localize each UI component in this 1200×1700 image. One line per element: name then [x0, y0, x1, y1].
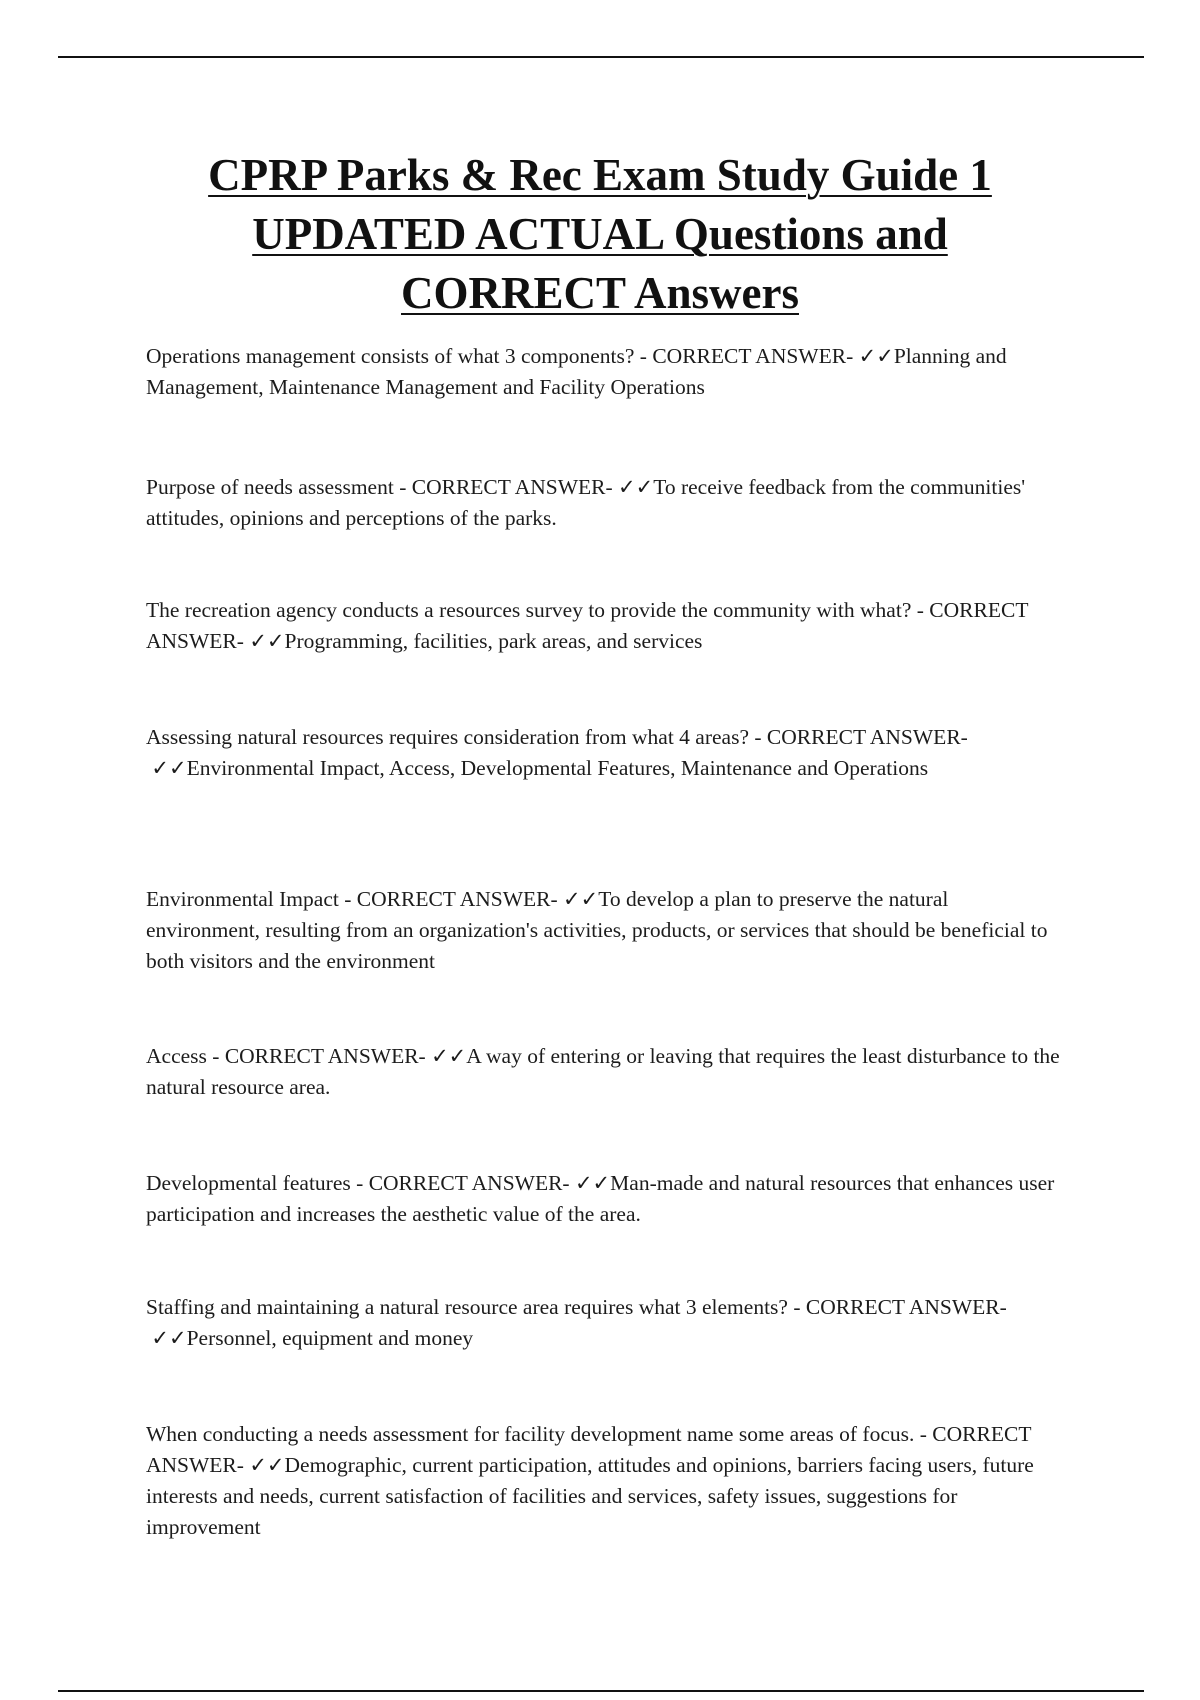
answer-text: To develop a plan to preserve the natural environment, resulting from an organization's activities, products, or services that should be beneficial to both visitors and the environment	[146, 887, 1048, 973]
question-text: Purpose of needs assessment	[146, 475, 394, 499]
question-text: When conducting a needs assessment for facility development name some areas of focus.	[146, 1422, 915, 1446]
question-text: Assessing natural resources requires consideration from what 4 areas?	[146, 725, 749, 749]
qa-item-4: Assessing natural resources requires consideration from what 4 areas? - CORRECT ANSWER- ✓✓Environmental Impact, Access, Developmental Features, Maintenance and Operations	[146, 725, 968, 780]
answer-label: CORRECT ANSWER-	[652, 344, 854, 368]
qa-item-7: Developmental features - CORRECT ANSWER- ✓✓Man-made and natural resources that enhances user participation and increases the aesthetic value of the area.	[146, 1171, 1055, 1226]
answer-label: CORRECT ANSWER-	[146, 1422, 1032, 1477]
bottom-rule	[58, 1690, 1144, 1692]
answer-label: CORRECT ANSWER-	[368, 1171, 570, 1195]
qa-item-1: Operations management consists of what 3 components? - CORRECT ANSWER- ✓✓Planning and Management, Maintenance Management and Facility Operations	[146, 344, 1007, 399]
qa-item-8: Staffing and maintaining a natural resource area requires what 3 elements? - CORRECT ANSWER- ✓✓Personnel, equipment and money	[146, 1295, 1007, 1350]
check-mark-icon: ✓✓	[431, 1044, 467, 1068]
answer-label: CORRECT ANSWER-	[411, 475, 613, 499]
answer-label: CORRECT ANSWER-	[146, 598, 1029, 653]
check-mark-icon: ✓✓	[249, 629, 285, 653]
top-rule	[58, 56, 1144, 58]
question-text: Operations management consists of what 3 components?	[146, 344, 635, 368]
qa-item-3: The recreation agency conducts a resources survey to provide the community with what? - CORRECT ANSWER- ✓✓Programming, facilities, park areas, and services	[146, 598, 1029, 653]
answer-label: CORRECT ANSWER-	[356, 887, 558, 911]
title-line-2: UPDATED ACTUAL Questions and	[252, 209, 948, 259]
check-mark-icon: ✓✓	[618, 475, 654, 499]
check-mark-icon: ✓✓	[151, 1326, 187, 1350]
question-text: Access	[146, 1044, 207, 1068]
question-text: The recreation agency conducts a resources survey to provide the community with what?	[146, 598, 912, 622]
question-text: Developmental features	[146, 1171, 351, 1195]
check-mark-icon: ✓✓	[151, 756, 187, 780]
answer-label: CORRECT ANSWER-	[224, 1044, 426, 1068]
check-mark-icon: ✓✓	[574, 1171, 611, 1195]
qa-item-2: Purpose of needs assessment - CORRECT ANSWER- ✓✓To receive feedback from the communities' attitudes, opinions and perceptions of the parks.	[146, 475, 1026, 530]
answer-text: To receive feedback from the communities' attitudes, opinions and perceptions of the parks.	[146, 475, 1026, 530]
answer-text: Personnel, equipment and money	[186, 1326, 474, 1350]
title-line-1: CPRP Parks & Rec Exam Study Guide 1	[208, 150, 992, 200]
qa-item-5: Environmental Impact - CORRECT ANSWER- ✓✓To develop a plan to preserve the natural environment, resulting from an organization's activities, products, or services that should be beneficial to both visitors and the environment	[146, 887, 1048, 973]
answer-text: Programming, facilities, park areas, and services	[284, 629, 703, 653]
question-text: Environmental Impact	[146, 887, 339, 911]
answer-text: Man-made and natural resources that enhances user participation and increases the aesthetic value of the area.	[146, 1171, 1055, 1226]
answer-text: A way of entering or leaving that requires the least disturbance to the natural resource area.	[146, 1044, 1060, 1099]
question-text: Staffing and maintaining a natural resource area requires what 3 elements?	[146, 1295, 788, 1319]
title-line-3: CORRECT Answers	[401, 268, 799, 318]
document-title	[100, 146, 1100, 323]
check-mark-icon: ✓✓	[249, 1453, 285, 1477]
qa-item-6: Access - CORRECT ANSWER- ✓✓A way of entering or leaving that requires the least disturbance to the natural resource area.	[146, 1044, 1060, 1099]
check-mark-icon: ✓✓	[563, 887, 599, 911]
answer-label: CORRECT ANSWER-	[766, 725, 968, 749]
answer-text: Planning and Management, Maintenance Management and Facility Operations	[146, 344, 1007, 399]
answer-text: Demographic, current participation, attitudes and opinions, barriers facing users, future interests and needs, current satisfaction of facilities and services, safety issues, suggestions for improvement	[146, 1453, 1034, 1539]
qa-item-9: When conducting a needs assessment for facility development name some areas of focus. - CORRECT ANSWER- ✓✓Demographic, current participation, attitudes and opinions, barriers facing users, future interests and needs, current satisfaction of facilities and services, safety issues, suggestions for improvement	[146, 1422, 1034, 1539]
answer-text: Environmental Impact, Access, Developmental Features, Maintenance and Operations	[186, 756, 929, 780]
check-mark-icon: ✓✓	[858, 344, 894, 368]
answer-label: CORRECT ANSWER-	[805, 1295, 1007, 1319]
